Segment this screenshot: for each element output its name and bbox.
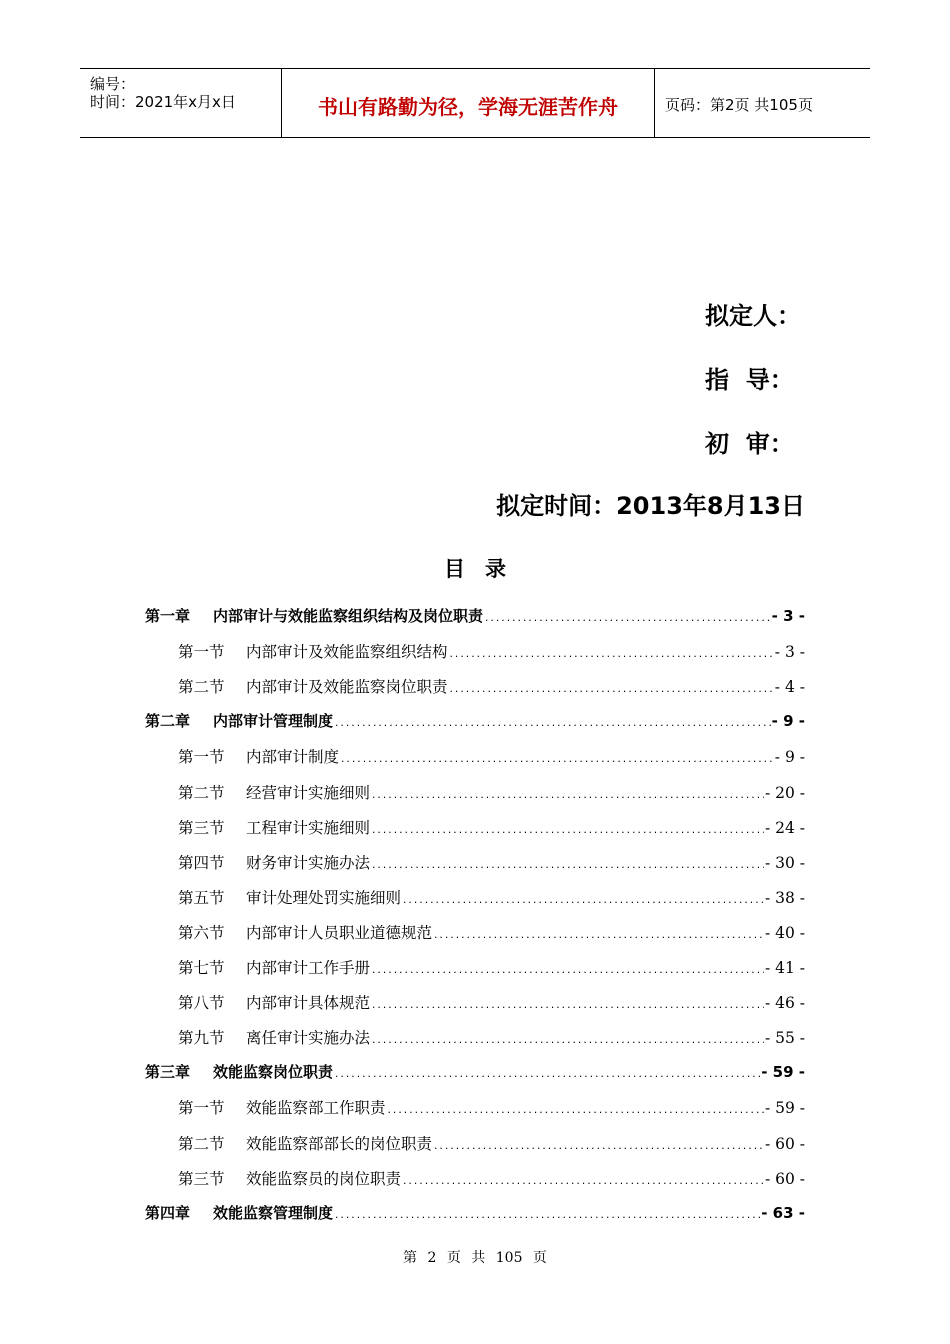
- toc-entry-page: - 30 -: [764, 854, 805, 872]
- toc-entry-page: - 4 -: [774, 678, 805, 696]
- toc-entry-title: 效能监察部部长的岗位职责: [246, 1135, 433, 1153]
- toc-section-entry[interactable]: [178, 921, 805, 943]
- toc-dot-leader: [334, 1211, 760, 1221]
- toc-dot-leader: [387, 1106, 764, 1116]
- toc-section-entry[interactable]: [178, 640, 805, 662]
- toc-entry-page: - 46 -: [764, 994, 805, 1012]
- toc-entry-title: 内部审计及效能监察岗位职责: [246, 678, 448, 696]
- page-header: [80, 68, 870, 138]
- toc-entry-label: 第九节: [178, 1029, 225, 1047]
- toc-entry-title: 效能监察员的岗位职责: [246, 1170, 402, 1188]
- toc-entry-page: - 9 -: [774, 748, 805, 766]
- toc-entry-label: 第五节: [178, 889, 225, 907]
- toc-entry-title: 内部审计工作手册: [246, 959, 371, 977]
- toc-dot-leader: [433, 931, 764, 941]
- toc-entry-page: - 24 -: [764, 819, 805, 837]
- toc-dot-leader: [371, 826, 764, 836]
- header-page-info: 页码：第2页 共105页: [665, 96, 813, 114]
- toc-section-entry[interactable]: [178, 1132, 805, 1154]
- toc-entry-page: - 3 -: [771, 607, 805, 625]
- header-motto: 书山有路勤为径，学海无涯苦作舟: [318, 95, 618, 119]
- toc-entry-page: - 3 -: [774, 643, 805, 661]
- toc-entry-title: 内部审计管理制度: [213, 712, 334, 730]
- header-motto-cell: [282, 69, 655, 137]
- toc-entry-title: 效能监察管理制度: [213, 1204, 334, 1222]
- toc-entry-label: 第二节: [178, 1135, 225, 1153]
- toc-dot-leader: [371, 966, 764, 976]
- toc-entry-title: 经营审计实施细则: [246, 784, 371, 802]
- guide-label: 指 导：: [705, 366, 794, 394]
- toc-chapter-entry[interactable]: [145, 710, 805, 732]
- toc-entry-page: - 60 -: [764, 1170, 805, 1188]
- drafter-label: 拟定人：: [705, 302, 801, 330]
- toc-entry-title: 内部审计人员职业道德规范: [246, 924, 433, 942]
- toc-section-entry[interactable]: [178, 816, 805, 838]
- toc-dot-leader: [371, 1001, 764, 1011]
- toc-title: 目录: [444, 557, 526, 581]
- toc-entry-label: 第二章: [145, 712, 191, 730]
- toc-dot-leader: [334, 719, 771, 729]
- toc-section-entry[interactable]: [178, 851, 805, 873]
- toc-entry-title: 效能监察部工作职责: [246, 1099, 386, 1117]
- toc-chapter-entry[interactable]: [145, 605, 805, 627]
- toc-dot-leader: [433, 1142, 764, 1152]
- toc-dot-leader: [334, 1070, 760, 1080]
- review-label: 初 审：: [705, 430, 794, 458]
- toc-entry-title: 审计处理处罚实施细则: [246, 889, 402, 907]
- toc-entry-label: 第二节: [178, 678, 225, 696]
- toc-entry-page: - 59 -: [761, 1063, 805, 1081]
- toc-entry-page: - 20 -: [764, 784, 805, 802]
- toc-entry-label: 第八节: [178, 994, 225, 1012]
- toc-dot-leader: [340, 755, 774, 765]
- toc-section-entry[interactable]: [178, 991, 805, 1013]
- toc-entry-label: 第一节: [178, 1099, 225, 1117]
- toc-dot-leader: [402, 1177, 764, 1187]
- toc-entry-page: - 59 -: [764, 1099, 805, 1117]
- toc-section-entry[interactable]: [178, 1096, 805, 1118]
- toc-section-entry[interactable]: [178, 1167, 805, 1189]
- toc-chapter-entry[interactable]: [145, 1061, 805, 1083]
- toc-entry-title: 内部审计及效能监察组织结构: [246, 643, 448, 661]
- toc-dot-leader: [449, 685, 774, 695]
- toc-entry-title: 内部审计具体规范: [246, 994, 371, 1012]
- toc-entry-label: 第六节: [178, 924, 225, 942]
- toc-entry-label: 第四节: [178, 854, 225, 872]
- toc-dot-leader: [402, 896, 764, 906]
- toc-entry-label: 第一节: [178, 748, 225, 766]
- toc-entry-label: 第四章: [145, 1204, 191, 1222]
- toc-entry-page: - 55 -: [764, 1029, 805, 1047]
- header-number-label: 编号：: [90, 75, 136, 93]
- toc-entry-title: 离任审计实施办法: [246, 1029, 371, 1047]
- toc-entry-page: - 60 -: [764, 1135, 805, 1153]
- toc-entry-label: 第一节: [178, 643, 225, 661]
- toc-dot-leader: [371, 861, 764, 871]
- toc-entry-label: 第三章: [145, 1063, 191, 1081]
- toc-dot-leader: [484, 614, 771, 624]
- toc-entry-title: 财务审计实施办法: [246, 854, 371, 872]
- toc-section-entry[interactable]: [178, 886, 805, 908]
- toc-dot-leader: [371, 1036, 764, 1046]
- toc-dot-leader: [449, 650, 774, 660]
- page-footer: 第 2 页 共 105 页: [403, 1250, 547, 1266]
- toc-dot-leader: [371, 791, 764, 801]
- toc-entry-label: 第一章: [145, 607, 191, 625]
- toc-section-entry[interactable]: [178, 781, 805, 803]
- toc-entry-page: - 38 -: [764, 889, 805, 907]
- toc-entry-label: 第七节: [178, 959, 225, 977]
- toc-entry-page: - 40 -: [764, 924, 805, 942]
- draft-date: 拟定时间：2013年8月13日: [496, 492, 805, 520]
- toc-chapter-entry[interactable]: [145, 1202, 805, 1224]
- toc-entry-page: - 63 -: [761, 1204, 805, 1222]
- header-time-label: 时间：2021年x月x日: [90, 93, 236, 111]
- toc-entry-label: 第三节: [178, 1170, 225, 1188]
- toc-section-entry[interactable]: [178, 745, 805, 767]
- toc-entry-label: 第二节: [178, 784, 225, 802]
- toc-section-entry[interactable]: [178, 675, 805, 697]
- toc-section-entry[interactable]: [178, 956, 805, 978]
- toc-entry-title: 效能监察岗位职责: [213, 1063, 334, 1081]
- toc-section-entry[interactable]: [178, 1026, 805, 1048]
- toc-entry-label: 第三节: [178, 819, 225, 837]
- toc-entry-page: - 41 -: [764, 959, 805, 977]
- toc-entry-title: 内部审计与效能监察组织结构及岗位职责: [213, 607, 484, 625]
- toc-entry-title: 工程审计实施细则: [246, 819, 371, 837]
- toc-entry-page: - 9 -: [771, 712, 805, 730]
- header-info-cell: [80, 69, 282, 137]
- header-page-cell: [655, 69, 870, 137]
- toc-entry-title: 内部审计制度: [246, 748, 340, 766]
